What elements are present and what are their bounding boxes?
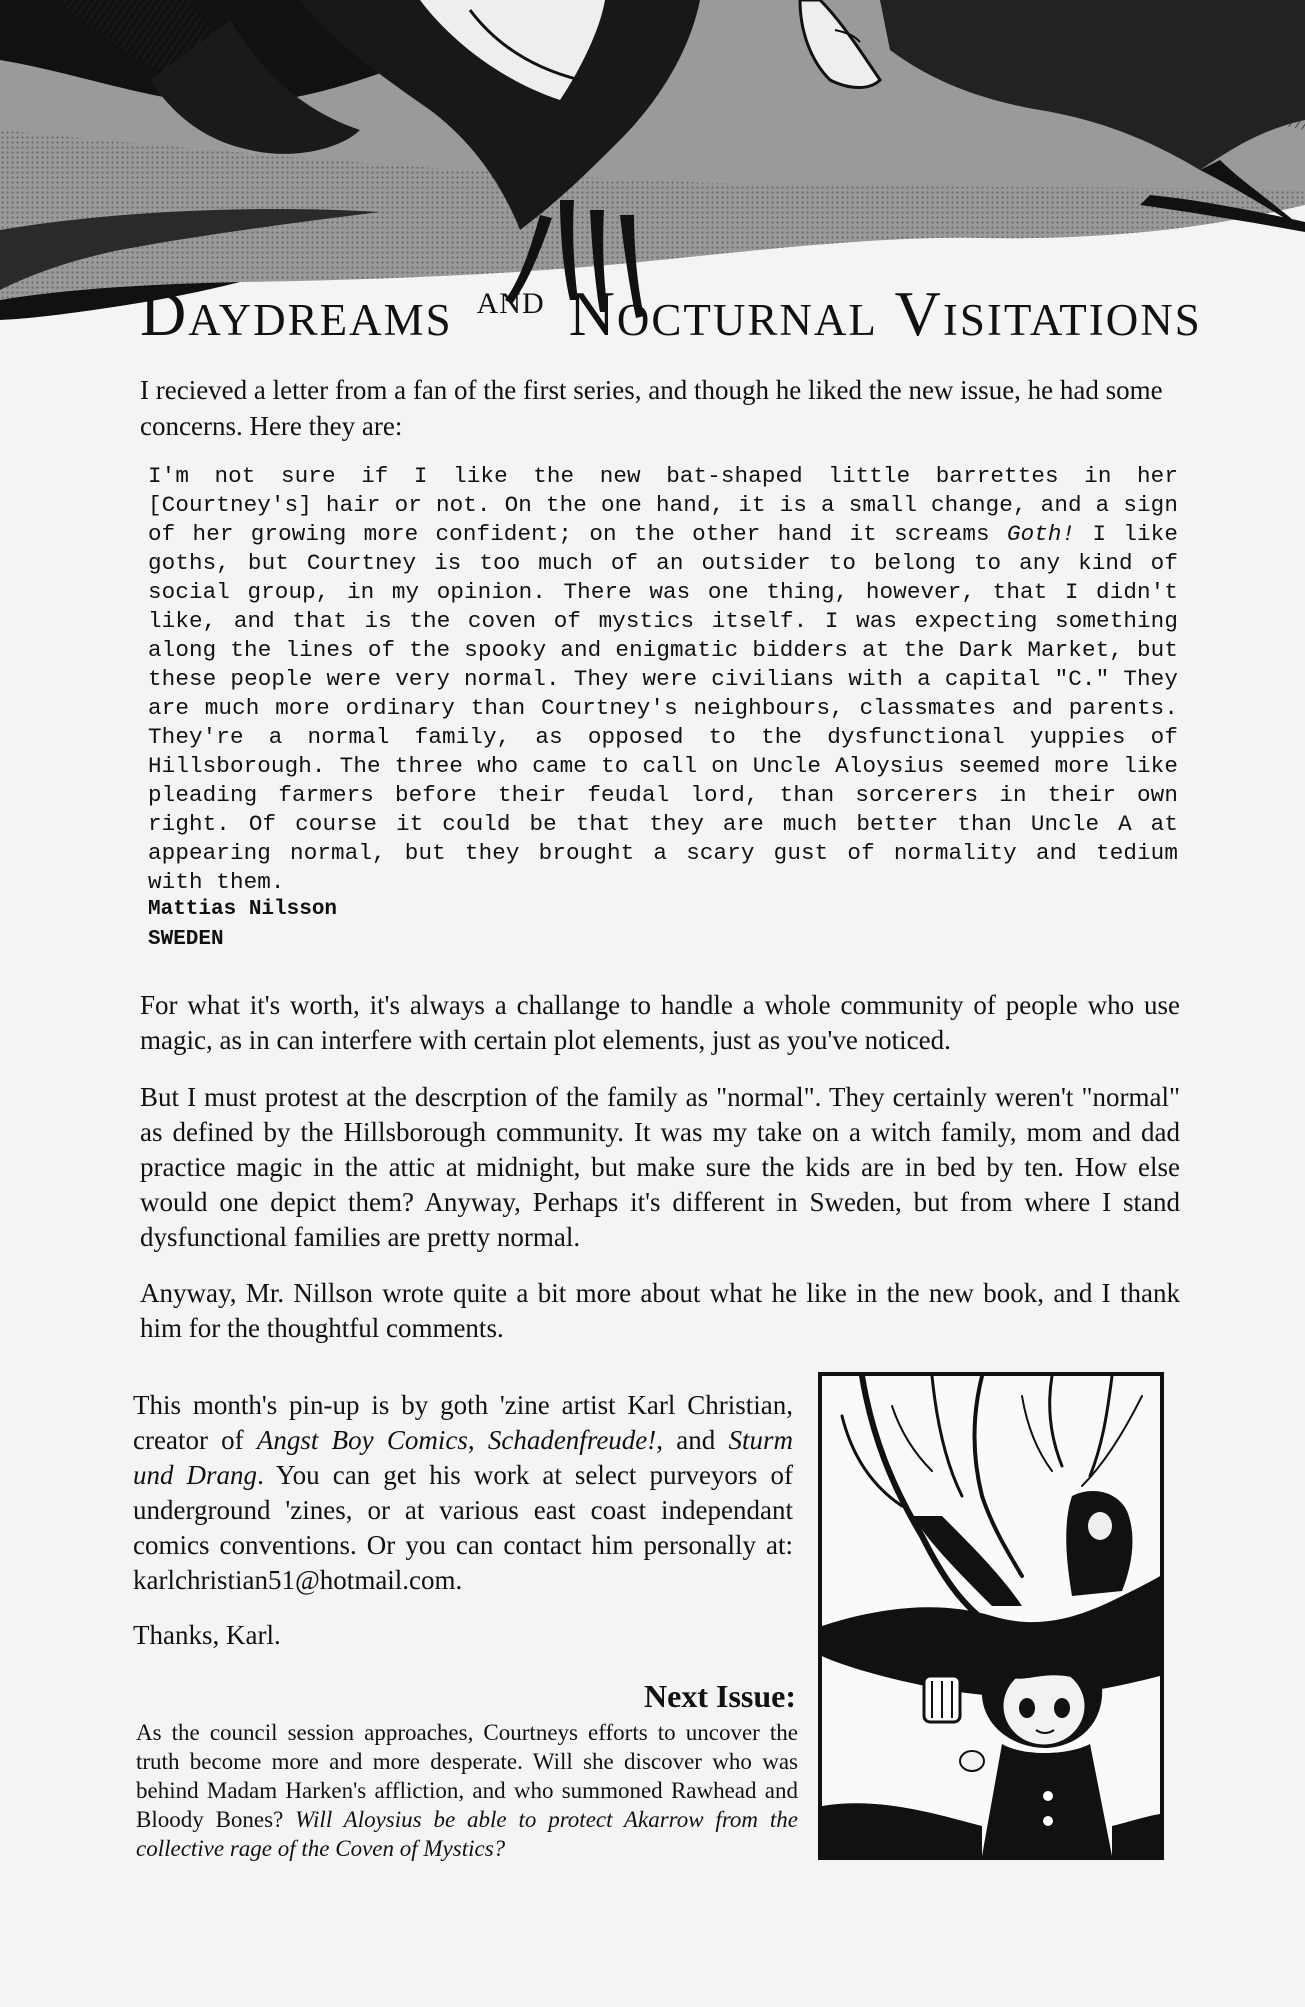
fan-letter-emphasis: Goth! xyxy=(1006,521,1076,547)
next-issue-body xyxy=(136,1718,798,1863)
reply-paragraph-3: Anyway, Mr. Nillson wrote quite a bit more about what he like in the new book, and I thank him for the thoughtful comments. xyxy=(140,1278,1180,1343)
signature-name: Mattias Nilsson xyxy=(148,898,338,921)
next-issue-italic: Will Aloysius be able to protect Akarrow from the collective rage of the Coven of Mystics? xyxy=(136,1807,798,1861)
signature-country: SWEDEN xyxy=(148,928,224,951)
pinup-title-angst-boy: Angst Boy Comics xyxy=(256,1425,468,1455)
fan-letter-text-cont: I like goths, but Courtney is too much of an outsider to belong to any kind of social group, in my opinion. There was one thing, however, that I didn't like, and that is the coven of mystics itself. I was expecting something along the lines of the spooky and enigmatic bidders at the Dark Market, but these people were very normal. They were civilians with a capital "C." They are much more ordinary than Courtney's neighbours, classmates and parents. They're a normal family, as opposed to the dysfunctional yuppies of Hillsborough. The three who came to call on Uncle Aloysius seemed more like pleading farmers before their feudal lord, than sorcerers in their own right. Of course it could be that they are much better than Uncle A at appearing normal, but they brought a scary gust of normality and tedium with them. xyxy=(148,521,1178,895)
next-issue-text: As the council session approaches, Courtneys efforts to uncover the truth become more and more desperate. Will she discover who was behind Madam Harken's affliction, and who summoned Rawhead and Bloody Bones? xyxy=(136,1720,798,1832)
letter-signature xyxy=(148,895,548,955)
thanks-line: Thanks, Karl. xyxy=(133,1620,281,1650)
pinup-text-and: , and xyxy=(656,1425,729,1455)
reply-paragraph-2: But I must protest at the descrption of the family as "normal". They certainly weren't "normal" as defined by the Hillsborough community. It was my take on a witch family, mom and dad practice magic in the attic at midnight, but make sure the kids are in bed by ten. How else would one depict them? Anyway, Perhaps it's different in Sweden, but from where I stand dysfunctional families are pretty normal. xyxy=(140,1082,1180,1252)
page-title: Daydreams $^{AND}$ Nocturnal Visitations xyxy=(140,278,1202,349)
next-issue-heading: Next Issue: xyxy=(644,1678,796,1714)
fan-letter xyxy=(148,462,1178,897)
reply-paragraph-1: For what it's worth, it's always a challange to handle a whole community of people who use magic, as in can interfere with certain plot elements, just as you've noticed. xyxy=(140,990,1180,1055)
pinup-text-sep: , xyxy=(467,1425,488,1455)
pinup-title-sturm: Sturm und Drang xyxy=(133,1425,793,1490)
pinup-text: This month's pin-up is by goth 'zine artist Karl Christian, creator of xyxy=(133,1390,793,1455)
pinup-title-schadenfreude: Schadenfreude! xyxy=(487,1425,657,1455)
fan-letter-text: I'm not sure if I like the new bat-shaped little barrettes in her [Courtney's] hair or not. On the one hand, it is a small change, and a sign of her growing more confident; on the other hand it screams xyxy=(148,463,1178,547)
pinup-text-cont: . You can get his work at select purveyors of underground 'zines, or at various east coast independant comics conventions. Or you can contact him personally at: karlchristian51@hotmail.com. xyxy=(133,1460,793,1595)
pinup-drawing xyxy=(822,1376,1160,1856)
pinup-illustration xyxy=(818,1372,1164,1860)
intro-paragraph: I recieved a letter from a fan of the first series, and though he liked the new issue, he had some concerns. Here they are: xyxy=(140,375,1163,441)
pinup-credits xyxy=(133,1388,793,1598)
